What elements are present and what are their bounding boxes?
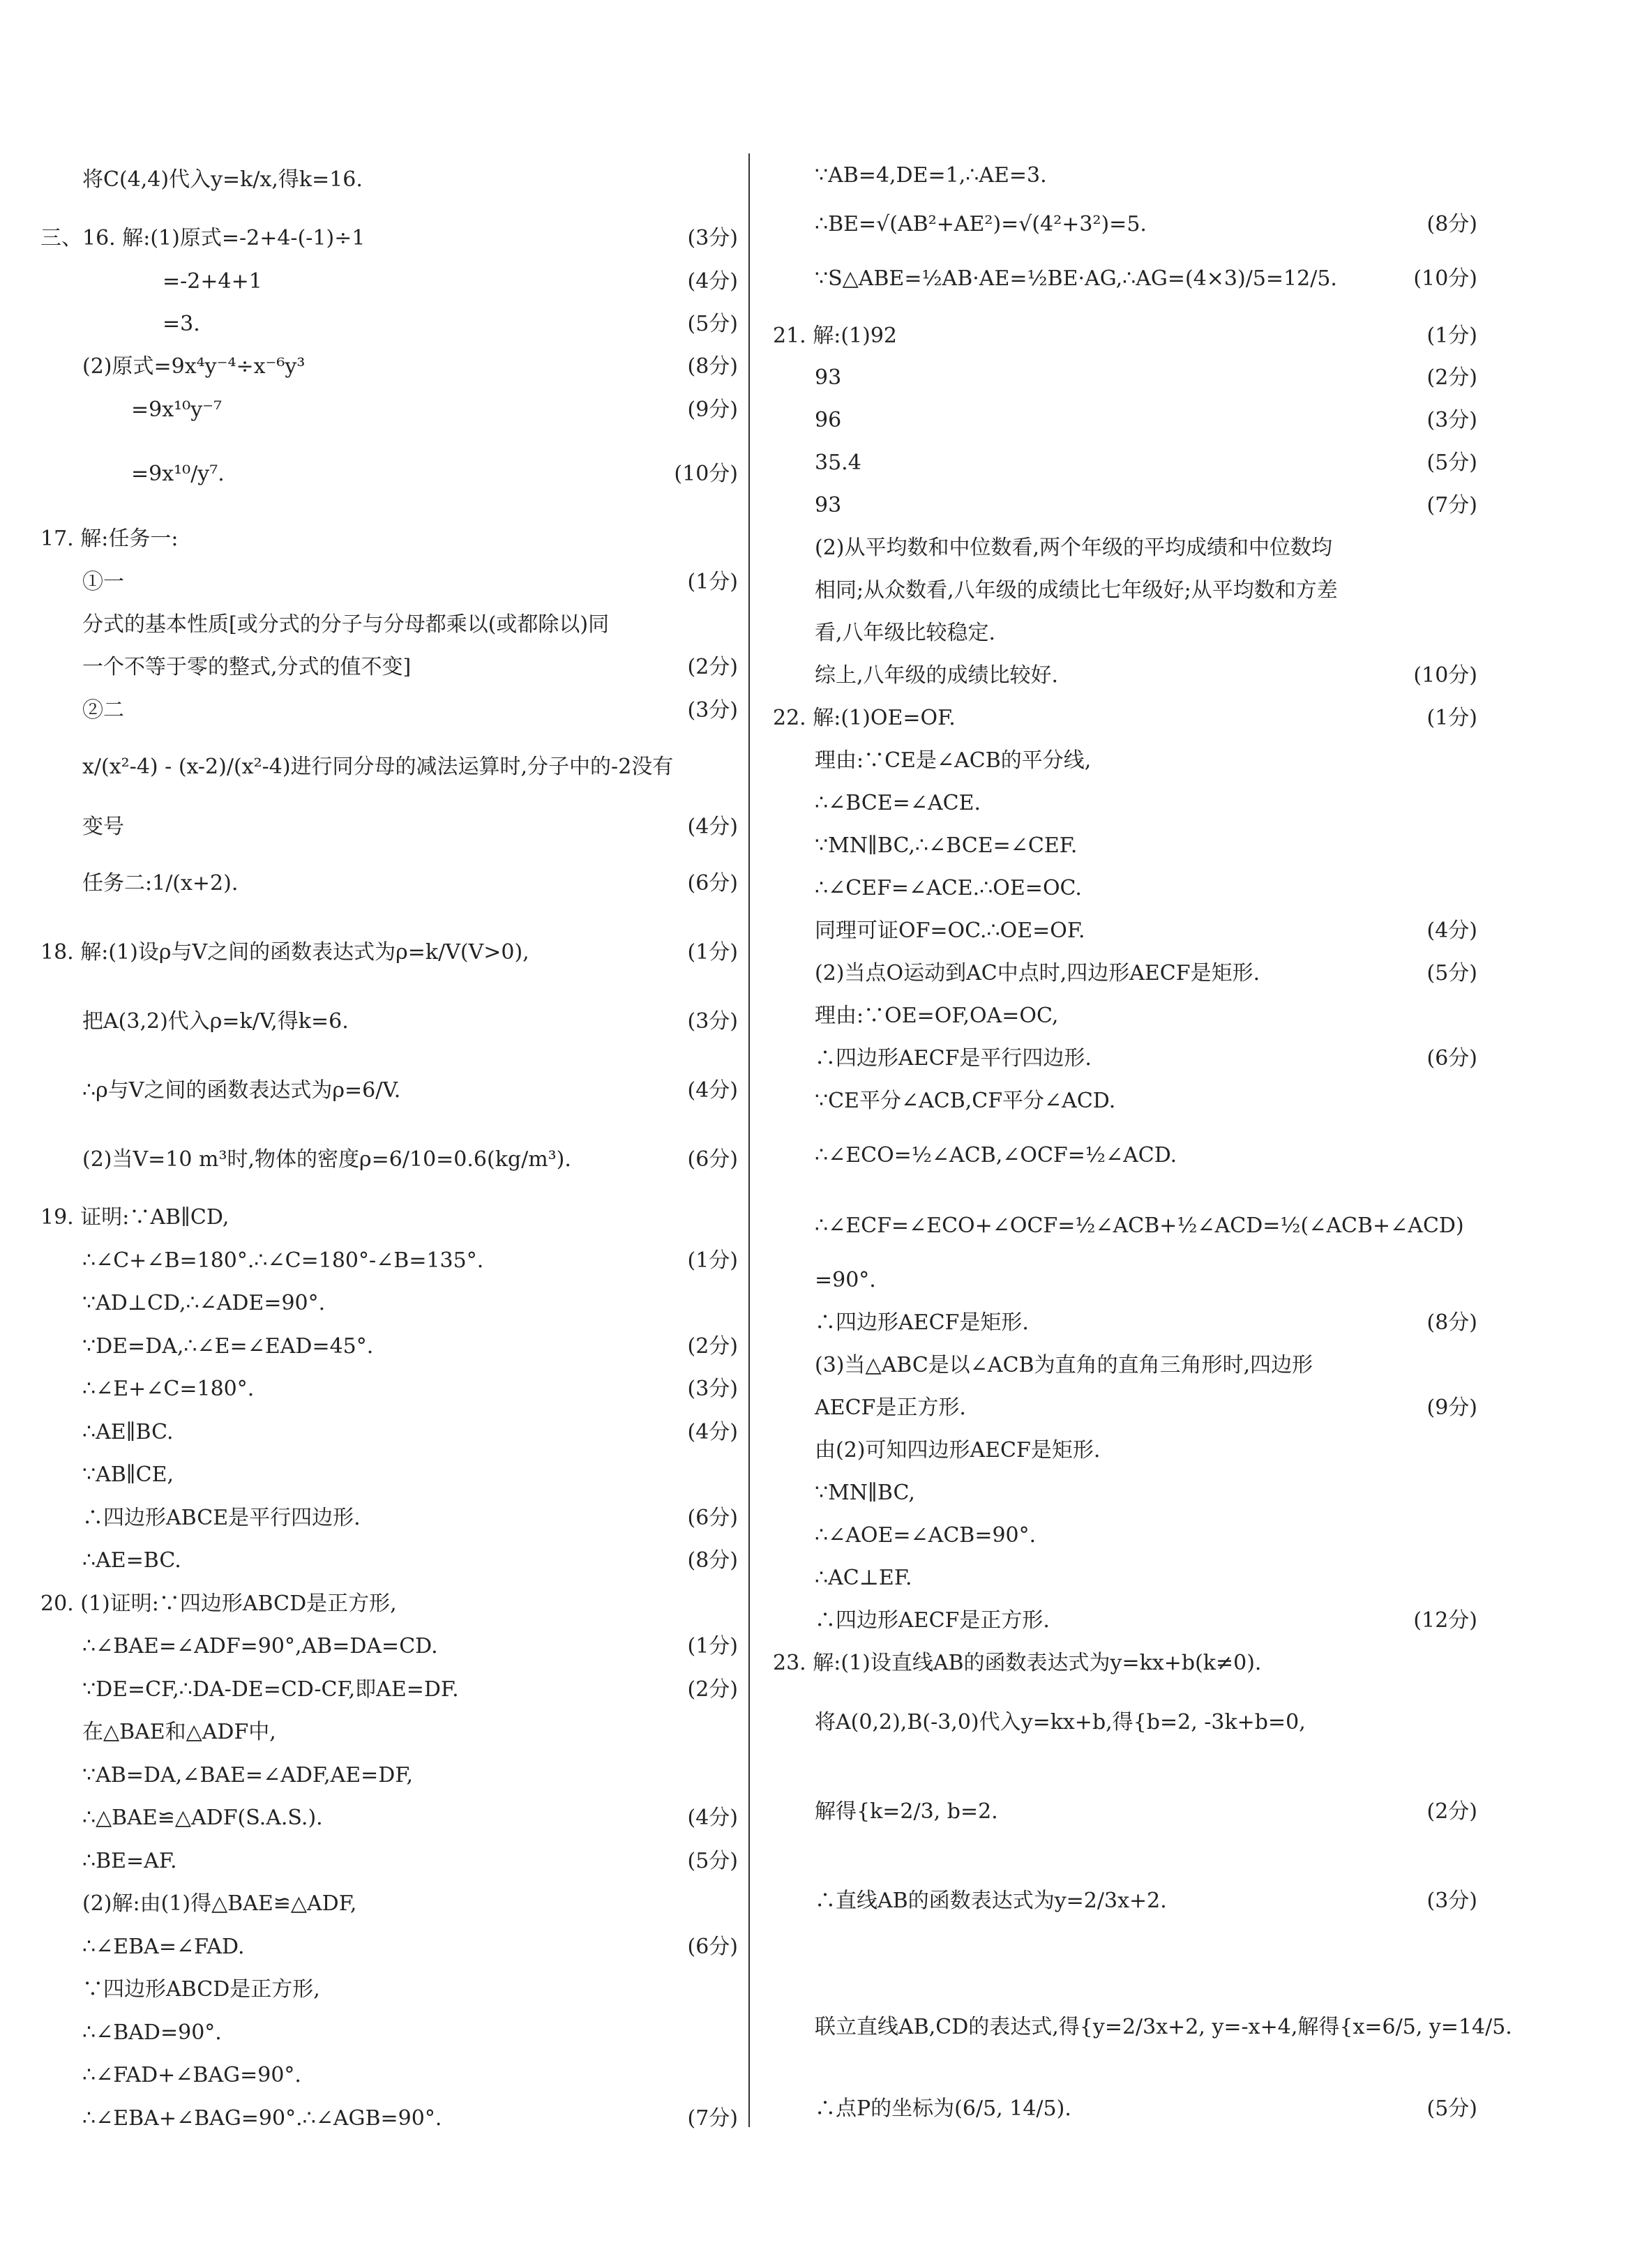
solution-line (773, 534, 1477, 564)
line-text: 20. (1)证明:∵四边形ABCD是正方形, (40, 1592, 397, 1616)
line-text: ∴∠BAD=90°. (82, 2020, 222, 2045)
solution-line (40, 813, 738, 842)
solution-line (40, 460, 738, 490)
line-text: 19. 证明:∵AB∥CD, (40, 1205, 229, 1230)
solution-line (773, 577, 1477, 606)
line-text: 相同;从众数看,八年级的成绩比七年级好;从平均数和方差 (815, 578, 1338, 603)
score-mark: (6分) (687, 871, 738, 895)
solution-line (40, 1718, 738, 1748)
solution-line (40, 1933, 738, 1963)
line-text: ∴∠CEF=∠ACE.∴OE=OC. (815, 876, 1082, 900)
line-text: =3. (163, 312, 200, 336)
solution-line (773, 832, 1477, 861)
solution-line (773, 162, 1477, 191)
line-text: ∵S△ABE=½AB·AE=½BE·AG,∴AG=(4×3)/5=12/5. (815, 266, 1337, 291)
score-mark: (1分) (1426, 324, 1477, 348)
score-mark: (5分) (687, 1849, 738, 1873)
solution-line (40, 1247, 738, 1276)
solution-line (773, 619, 1477, 649)
score-mark: (6分) (1426, 1046, 1477, 1071)
score-mark: (9分) (687, 398, 738, 422)
solution-line (773, 1002, 1477, 1031)
solution-line (773, 1649, 1477, 1679)
line-text: =9x¹⁰/y⁷. (131, 462, 225, 486)
line-text: ∴∠EBA+∠BAG=90°.∴∠AGB=90°. (82, 2106, 442, 2131)
line-text: 18. 解:(1)设ρ与V之间的函数表达式为ρ=k/V(V>0), (40, 940, 529, 965)
line-text: 解得{k=2/3, b=2. (815, 1799, 998, 1824)
score-mark: (4分) (687, 269, 738, 294)
solution-line (40, 353, 738, 382)
line-text: 分式的基本性质[或分式的分子与分母都乘以(或都除以)同 (82, 612, 610, 637)
line-text: ①一 (82, 570, 124, 594)
line-text: 17. 解:任务一: (40, 527, 179, 551)
solution-line (40, 1590, 738, 1619)
solution-line (40, 1847, 738, 1877)
line-text: 将A(0,2),B(-3,0)代入y=kx+b,得{b=2, -3k+b=0, (815, 1710, 1306, 1734)
line-text: ∵AD⊥CD,∴∠ADE=90°. (82, 1291, 326, 1315)
solution-line (773, 265, 1477, 294)
line-text: (2)原式=9x⁴y⁻⁴÷x⁻⁶y³ (82, 354, 306, 379)
solution-line (40, 1976, 738, 2005)
solution-line (773, 704, 1477, 734)
solution-line (40, 1146, 738, 1175)
line-text: ∴∠E+∠C=180°. (82, 1377, 255, 1401)
score-mark: (3分) (1426, 408, 1477, 432)
score-mark: (4分) (1426, 918, 1477, 943)
line-text: (2)当V=10 m³时,物体的密度ρ=6/10=0.6(kg/m³). (82, 1147, 571, 1172)
line-text: =-2+4+1 (163, 269, 262, 294)
solution-line (773, 364, 1477, 393)
solution-line (773, 960, 1477, 989)
score-mark: (10分) (1413, 266, 1477, 291)
solution-line (40, 753, 738, 783)
score-mark: (5分) (1426, 961, 1477, 985)
line-text: ∵DE=DA,∴∠E=∠EAD=45°. (82, 1334, 374, 1359)
solution-line (40, 1676, 738, 1705)
score-mark: (12分) (1413, 1608, 1477, 1633)
line-text: x/(x²-4) - (x-2)/(x²-4)进行同分母的减法运算时,分子中的-2没有 (82, 755, 674, 779)
line-text: ∵MN∥BC, (815, 1481, 915, 1505)
line-text: 看,八年级比较稳定. (815, 621, 996, 645)
line-text: ∴∠AOE=∠ACB=90°. (815, 1523, 1037, 1548)
solution-line (773, 449, 1477, 478)
line-text: 三、16. 解:(1)原式=-2+4-(-1)÷1 (40, 226, 366, 250)
solution-line (40, 1333, 738, 1362)
line-text: 22. 解:(1)OE=OF. (773, 706, 956, 730)
line-text: ∴四边形AECF是矩形. (815, 1310, 1029, 1335)
line-text: ∴∠BAE=∠ADF=90°,AB=DA=CD. (82, 1634, 438, 1658)
score-mark: (3分) (687, 1009, 738, 1034)
solution-line (40, 939, 738, 968)
solution-line (40, 1804, 738, 1834)
score-mark: (3分) (687, 226, 738, 250)
line-text: ∴ρ与V之间的函数表达式为ρ=6/V. (82, 1078, 401, 1103)
score-mark: (8分) (687, 354, 738, 379)
solution-line (773, 747, 1477, 776)
line-text: 23. 解:(1)设直线AB的函数表达式为y=kx+b(k≠0). (773, 1651, 1262, 1675)
solution-line (40, 2105, 738, 2134)
score-mark: (6分) (687, 1147, 738, 1172)
solution-line (40, 2019, 738, 2048)
line-text: ∴AC⊥EF. (815, 1566, 912, 1590)
line-text: 联立直线AB,CD的表达式,得{y=2/3x+2, y=-x+4,解得{x=6/5, y=14/5. (815, 2015, 1512, 2039)
solution-line (773, 1045, 1477, 1074)
solution-line (773, 662, 1477, 691)
solution-line (773, 1709, 1477, 1738)
line-text: ∴∠ECF=∠ECO+∠OCF=½∠ACB+½∠ACD=½(∠ACB+∠ACD) (815, 1214, 1464, 1238)
line-text: ∴∠BCE=∠ACE. (815, 791, 981, 815)
solution-line (773, 1437, 1477, 1466)
score-mark: (3分) (687, 698, 738, 723)
line-text: 把A(3,2)代入ρ=k/V,得k=6. (82, 1009, 349, 1034)
line-text: (2)解:由(1)得△BAE≌△ADF, (82, 1891, 357, 1916)
solution-line (773, 1212, 1477, 1241)
score-mark: (6分) (687, 1506, 738, 1530)
solution-line (40, 870, 738, 899)
line-text: 96 (815, 408, 842, 432)
solution-line (773, 1479, 1477, 1509)
solution-line (40, 1290, 738, 1319)
line-text: ∵四边形ABCD是正方形, (82, 1977, 320, 2002)
line-text: ∴∠ECO=½∠ACB,∠OCF=½∠ACD. (815, 1143, 1177, 1167)
line-text: ∴AE∥BC. (82, 1420, 174, 1444)
solution-line (40, 396, 738, 425)
solution-line (773, 492, 1477, 521)
score-mark: (2分) (687, 655, 738, 679)
line-text: 理由:∵CE是∠ACB的平分线, (815, 748, 1092, 773)
solution-line (40, 1762, 738, 1791)
score-mark: (2分) (687, 1677, 738, 1702)
solution-line (40, 1504, 738, 1534)
line-text: 任务二:1/(x+2). (82, 871, 239, 895)
score-mark: (5分) (687, 312, 738, 336)
solution-line (40, 697, 738, 726)
score-mark: (8分) (687, 1548, 738, 1573)
score-mark: (10分) (1413, 663, 1477, 688)
line-text: ∵DE=CF,∴DA-DE=CD-CF,即AE=DF. (82, 1677, 459, 1702)
line-text: 将C(4,4)代入y=k/x,得k=16. (82, 167, 363, 192)
column-divider (748, 153, 750, 2127)
score-mark: (10分) (674, 462, 738, 486)
solution-line (773, 1142, 1477, 1171)
solution-line (40, 653, 738, 683)
line-text: 35.4 (815, 451, 861, 475)
line-text: ∵AB∥CE, (82, 1462, 174, 1487)
solution-line (40, 1461, 738, 1490)
score-mark: (8分) (1426, 1310, 1477, 1335)
solution-line (40, 2062, 738, 2091)
solution-line (773, 1087, 1477, 1117)
solution-line (40, 1008, 738, 1037)
line-text: =9x¹⁰y⁻⁷ (131, 398, 223, 422)
line-text: ∴四边形ABCE是平行四边形. (82, 1506, 361, 1530)
solution-line (773, 875, 1477, 904)
solution-line (40, 1375, 738, 1405)
score-mark: (1分) (687, 940, 738, 965)
line-text: 由(2)可知四边形AECF是矩形. (815, 1438, 1101, 1462)
solution-line (773, 789, 1477, 819)
score-mark: (4分) (687, 1078, 738, 1103)
solution-line (40, 268, 738, 297)
score-mark: (7分) (1426, 493, 1477, 517)
score-mark: (6分) (687, 1935, 738, 1959)
line-text: ∴BE=√(AB²+AE²)=√(4²+3²)=5. (815, 212, 1147, 236)
solution-line (40, 1547, 738, 1576)
solution-line (773, 1887, 1477, 1917)
right-column (773, 0, 1512, 2268)
solution-line (40, 1077, 738, 1106)
solution-line (40, 1633, 738, 1662)
line-text: AECF是正方形. (815, 1396, 966, 1420)
solution-line (773, 1607, 1477, 1636)
line-text: 综上,八年级的成绩比较好. (815, 663, 1059, 688)
solution-line (40, 611, 738, 640)
solution-line (40, 225, 738, 254)
solution-line (773, 211, 1477, 240)
solution-line (40, 525, 738, 554)
solution-line (40, 568, 738, 598)
line-text: 在△BAE和△ADF中, (82, 1720, 276, 1744)
solution-line (773, 1267, 1477, 1296)
line-text: 93 (815, 365, 842, 390)
line-text: ②二 (82, 698, 124, 723)
line-text: ∵CE平分∠ACB,CF平分∠ACD. (815, 1089, 1116, 1113)
score-mark: (4分) (687, 1420, 738, 1444)
solution-line (40, 1419, 738, 1448)
score-mark: (4分) (687, 1806, 738, 1830)
solution-line (773, 1352, 1477, 1381)
score-mark: (2分) (1426, 1799, 1477, 1824)
score-mark: (1分) (687, 570, 738, 594)
solution-line (40, 310, 738, 340)
line-text: ∴AE=BC. (82, 1548, 181, 1573)
line-text: ∴∠C+∠B=180°.∴∠C=180°-∠B=135°. (82, 1248, 484, 1273)
line-text: ∴BE=AF. (82, 1849, 177, 1873)
line-text: (2)当点O运动到AC中点时,四边形AECF是矩形. (815, 961, 1260, 985)
solution-line (773, 917, 1477, 946)
score-mark: (1分) (1426, 706, 1477, 730)
line-text: ∴四边形AECF是正方形. (815, 1608, 1050, 1633)
line-text: 一个不等于零的整式,分式的值不变] (82, 655, 412, 679)
solution-line (773, 1798, 1477, 1827)
score-mark: (8分) (1426, 212, 1477, 236)
line-text: 同理可证OF=OC.∴OE=OF. (815, 918, 1085, 943)
score-mark: (4分) (687, 815, 738, 839)
score-mark: (9分) (1426, 1396, 1477, 1420)
score-mark: (5分) (1426, 451, 1477, 475)
line-text: ∵MN∥BC,∴∠BCE=∠CEF. (815, 833, 1078, 858)
line-text: ∴∠FAD+∠BAG=90°. (82, 2063, 301, 2087)
line-text: ∵AB=4,DE=1,∴AE=3. (815, 163, 1047, 188)
left-column (40, 0, 738, 2268)
solution-line (40, 1204, 738, 1233)
line-text: ∴直线AB的函数表达式为y=2/3x+2. (815, 1889, 1167, 1913)
score-mark: (2分) (1426, 365, 1477, 390)
line-text: ∵AB=DA,∠BAE=∠ADF,AE=DF, (82, 1763, 414, 1787)
line-text: ∴四边形AECF是平行四边形. (815, 1046, 1092, 1071)
solution-line (773, 1564, 1477, 1594)
line-text: (2)从平均数和中位数看,两个年级的平均成绩和中位数均 (815, 536, 1333, 560)
score-mark: (1分) (687, 1634, 738, 1658)
solution-line (773, 1309, 1477, 1338)
line-text: ∴点P的坐标为(6/5, 14/5). (815, 2096, 1071, 2121)
solution-line (40, 166, 738, 195)
score-mark: (3分) (687, 1377, 738, 1401)
line-text: 变号 (82, 815, 124, 839)
solution-line (773, 1394, 1477, 1423)
line-text: ∴∠EBA=∠FAD. (82, 1935, 245, 1959)
solution-line (773, 2095, 1477, 2124)
solution-line (40, 1890, 738, 1919)
score-mark: (3分) (1426, 1889, 1477, 1913)
score-mark: (5分) (1426, 2096, 1477, 2121)
line-text: 21. 解:(1)92 (773, 324, 898, 348)
solution-line (773, 1522, 1477, 1551)
line-text: (3)当△ABC是以∠ACB为直角的直角三角形时,四边形 (815, 1353, 1313, 1377)
score-mark: (7分) (687, 2106, 738, 2131)
solution-line (773, 322, 1477, 351)
line-text: 理由:∵OE=OF,OA=OC, (815, 1004, 1059, 1028)
score-mark: (1分) (687, 1248, 738, 1273)
line-text: ∴△BAE≌△ADF(S.A.S.). (82, 1806, 323, 1830)
solution-line (773, 407, 1477, 436)
score-mark: (2分) (687, 1334, 738, 1359)
solution-line (773, 2013, 1512, 2043)
line-text: =90°. (815, 1268, 876, 1292)
line-text: 93 (815, 493, 842, 517)
